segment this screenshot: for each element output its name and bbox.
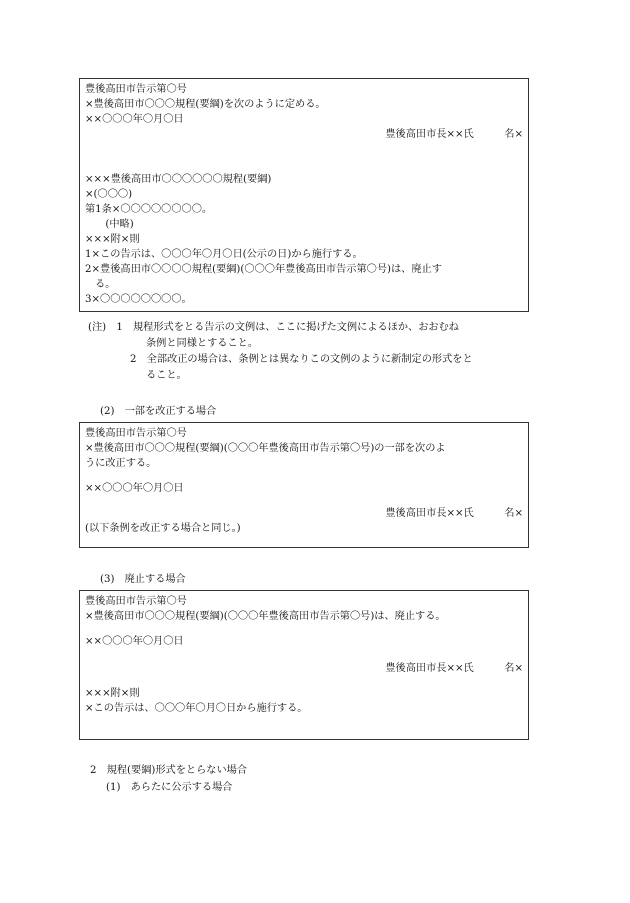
heading-non-regulation-form: 2 規程(要綱)形式をとらない場合 xyxy=(90,765,248,776)
section-heading-partial-amendment: (2) 一部を改正する場合 xyxy=(100,406,217,417)
supplementary-item-3: 3×〇〇〇〇〇〇〇〇。 xyxy=(85,294,192,305)
subheading-new-notice: (1) あらたに公示する場合 xyxy=(106,782,233,793)
date-line: ××〇〇〇年〇月〇日 xyxy=(85,636,184,647)
supplementary-item-1: 1×この告示は、〇〇〇年〇月〇日(公示の日)から施行する。 xyxy=(85,249,363,260)
abolition-statement: ×豊後高田市〇〇〇規程(要綱)(〇〇〇年豊後高田市告示第〇号)は、廃止する。 xyxy=(85,611,446,622)
date-line: ××〇〇〇年〇月〇日 xyxy=(85,483,184,494)
note-2-cont: ること。 xyxy=(146,370,187,381)
example-box-partial-amendment xyxy=(79,422,529,548)
supplementary-provisions-title: ×××附×則 xyxy=(85,234,140,245)
supplementary-item-2: 2×豊後高田市〇〇〇〇規程(要綱)(〇〇〇年豊後高田市告示第〇号)は、廃止す xyxy=(85,264,442,275)
article-1: 第1条×〇〇〇〇〇〇〇〇。 xyxy=(85,204,213,215)
same-as-ordinance-note: (以下条例を改正する場合と同じ。) xyxy=(85,523,241,534)
notice-number: 豊後高田市告示第〇号 xyxy=(85,84,187,95)
omitted-note: (中略) xyxy=(85,219,134,230)
note-1-cont: 条例と同様とすること。 xyxy=(146,338,259,349)
section-heading-abolition: (3) 廃止する場合 xyxy=(100,574,186,585)
notice-number: 豊後高田市告示第〇号 xyxy=(85,596,187,607)
amendment-statement-cont: うに改正する。 xyxy=(85,458,157,469)
supplementary-item-2-cont: る。 xyxy=(95,279,116,290)
supplementary-provisions-title: ×××附×則 xyxy=(85,688,140,699)
example-box-new-enactment xyxy=(79,78,529,312)
notice-number: 豊後高田市告示第〇号 xyxy=(85,428,187,439)
date-line: ××〇〇〇年〇月〇日 xyxy=(85,114,184,125)
regulation-title: ×××豊後高田市〇〇〇〇〇〇規程(要綱) xyxy=(85,174,272,185)
effective-date-statement: ×この告示は、〇〇〇年〇月〇日から施行する。 xyxy=(85,703,308,714)
note-1: (注) 1 規程形式をとる告示の文例は、ここに掲げた文例によるほか、おおむね xyxy=(88,322,459,333)
mayor-signature: 豊後高田市長××氏 名× xyxy=(385,129,523,140)
note-2: 2 全部改正の場合は、条例とは異なりこの文例のように新制定の形式をと xyxy=(130,354,473,365)
enactment-statement: ×豊後高田市〇〇〇規程(要綱)を次のように定める。 xyxy=(85,99,326,110)
mayor-signature: 豊後高田市長××氏 名× xyxy=(385,663,523,674)
article-caption: ×(〇〇〇) xyxy=(85,189,133,200)
amendment-statement: ×豊後高田市〇〇〇規程(要綱)(〇〇〇年豊後高田市告示第〇号)の一部を次のよ xyxy=(85,443,446,454)
mayor-signature: 豊後高田市長××氏 名× xyxy=(385,508,523,519)
example-box-abolition xyxy=(79,590,529,740)
